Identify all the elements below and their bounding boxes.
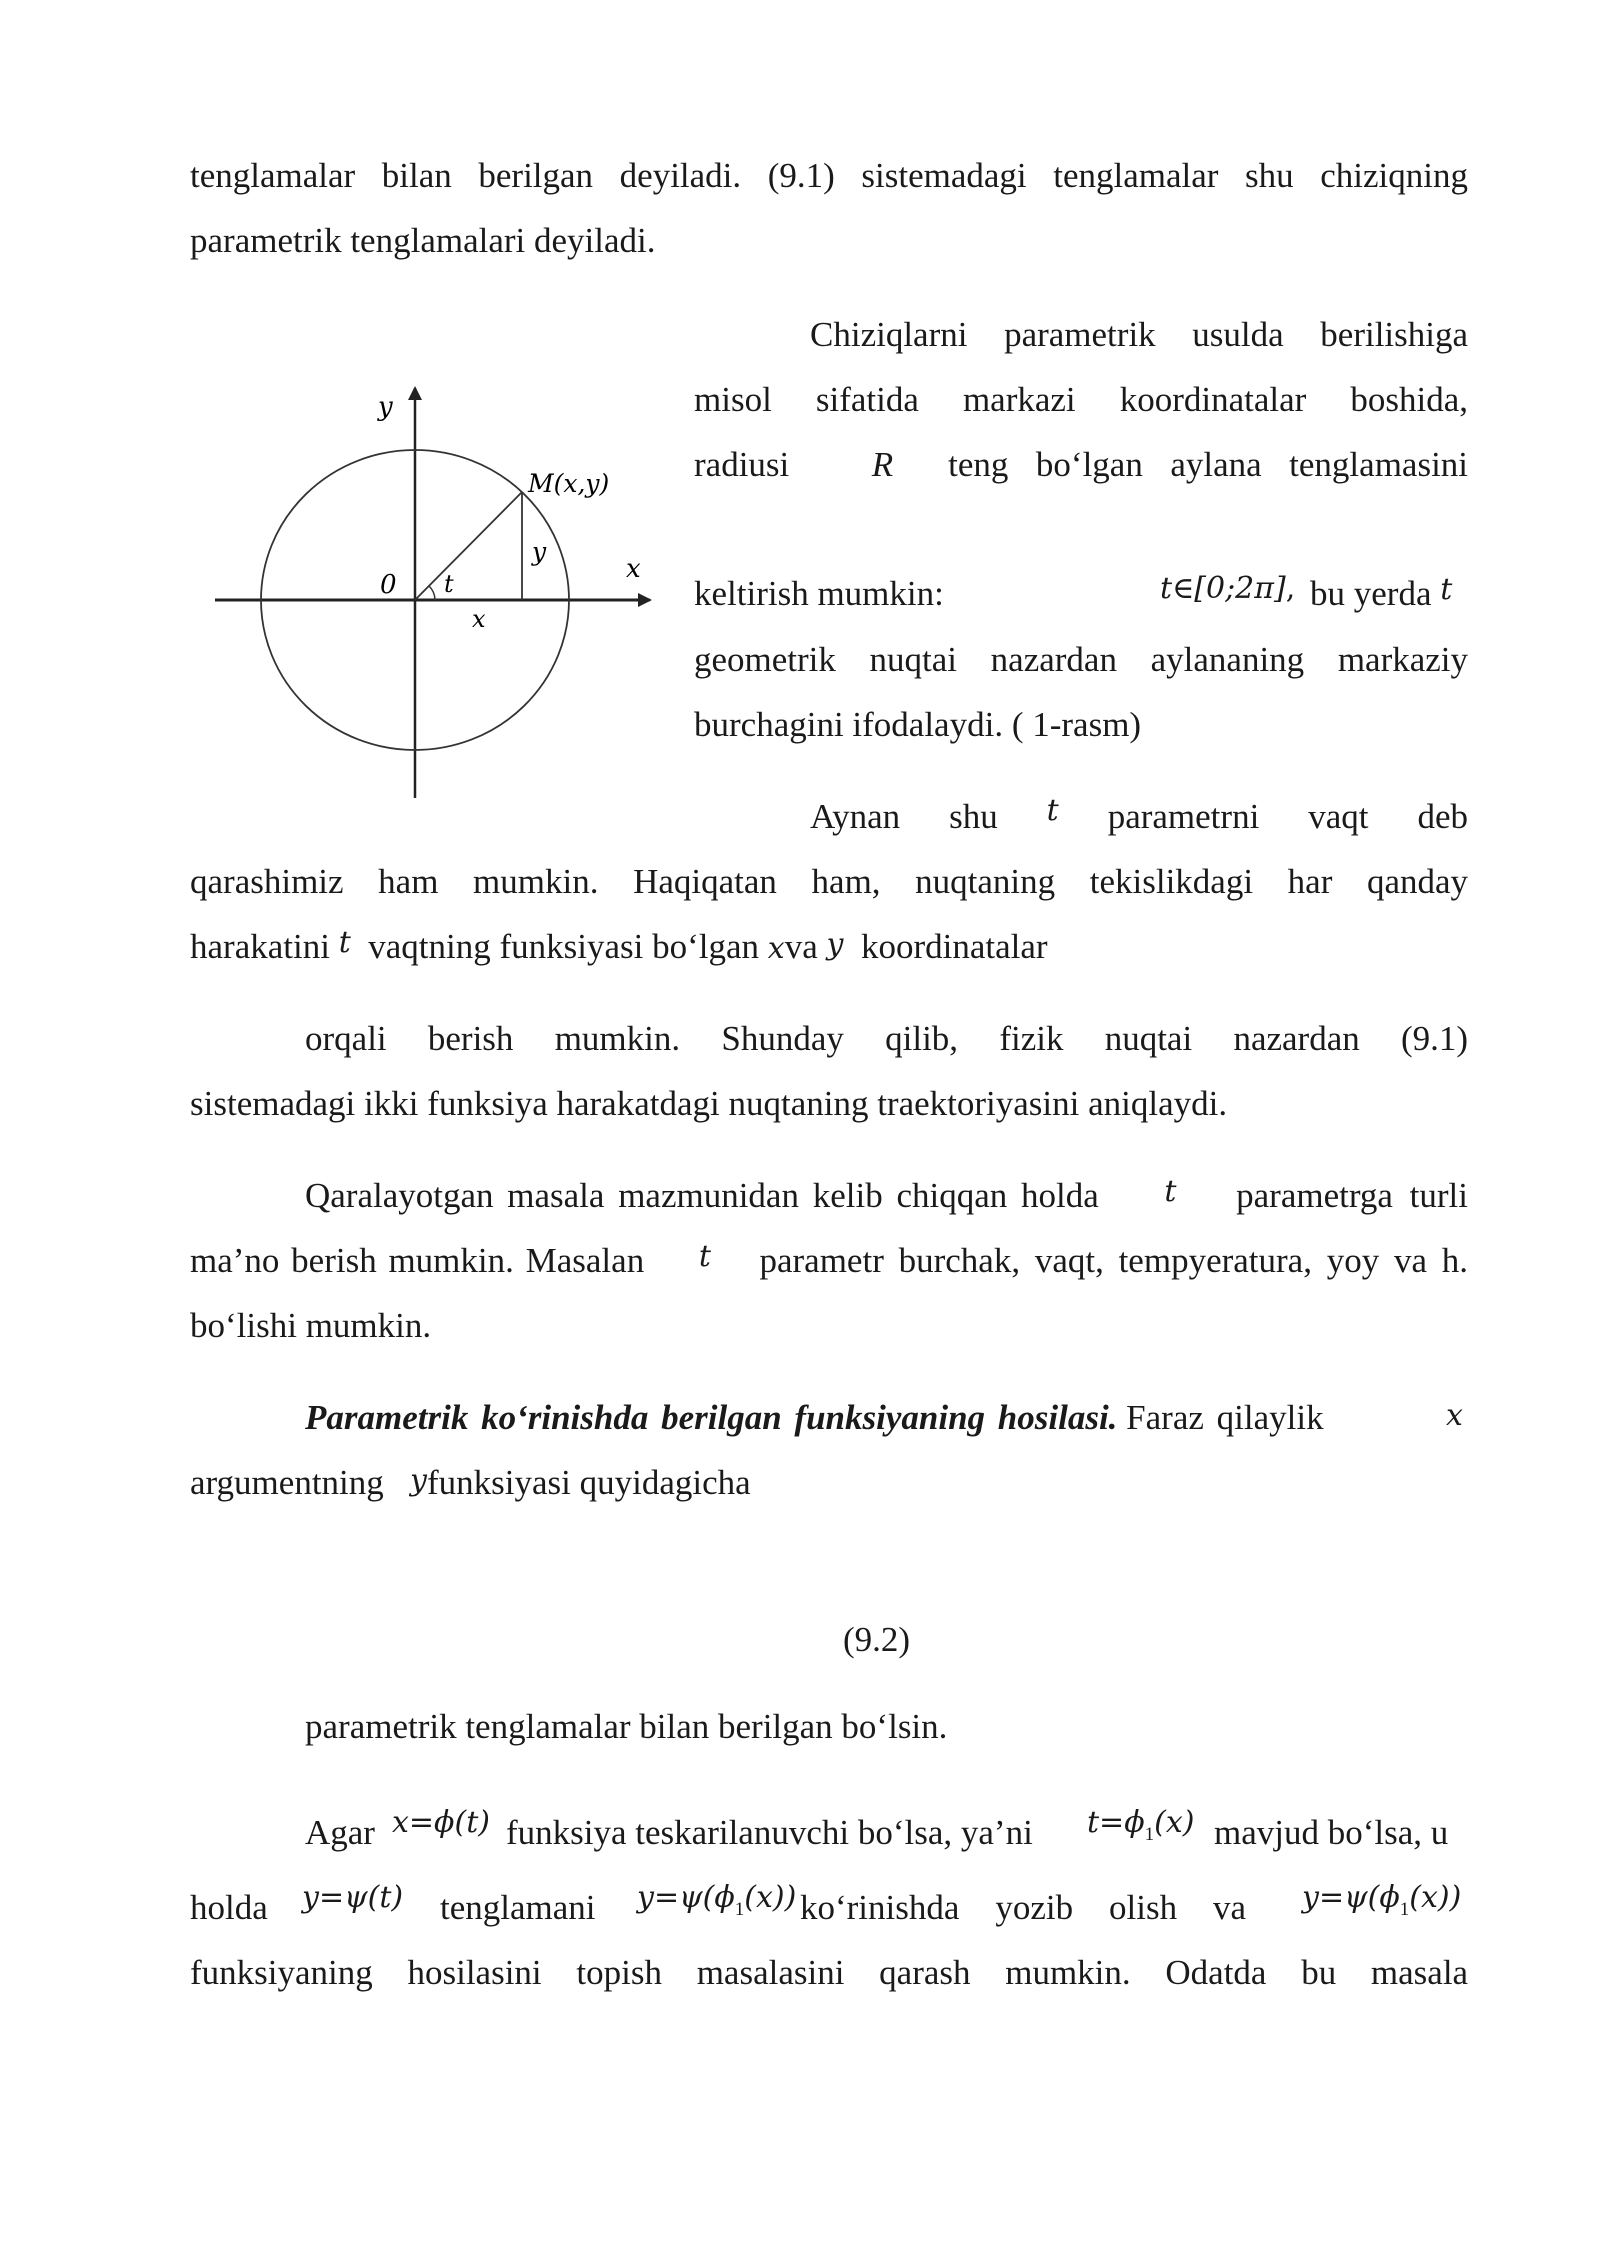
- p6-x-symbol: x: [1446, 1398, 1463, 1433]
- p6-line2: argumentning yfunksiyasi quyidagicha: [190, 1463, 751, 1502]
- p8-formula-y-psi-phi1: $y=\psi(\phi_1(x))$: [637, 1880, 797, 1920]
- p2-line4a: keltirish mumkin:: [694, 574, 944, 613]
- x-segment-label: x: [472, 605, 486, 633]
- p8-line1b: funksiya teskarilanuvchi bo‘lsa, ya’ni: [506, 1813, 1033, 1852]
- p2-line5: geometrik nuqtai nazardan aylananing markaziy: [694, 640, 1469, 679]
- p7-line1: parametrik tenglamalar bilan berilgan bo‘lsin.: [305, 1707, 948, 1746]
- p8-formula-y-psi-t: y=ψ(t): [302, 1880, 404, 1915]
- y-axis-label: y: [378, 392, 393, 422]
- p8-line1c: mavjud bo‘lsa, u: [1214, 1813, 1449, 1852]
- p5-line3: bo‘lishi mumkin.: [190, 1306, 432, 1345]
- p2-line1: Chiziqlarni parametrik usulda berilishiga: [810, 315, 1469, 354]
- p2-line2: misol sifatida markazi koordinatalar boshida,: [694, 380, 1469, 419]
- p8-line2b: tenglamani: [440, 1888, 596, 1927]
- p8-line1a: Agar: [305, 1813, 375, 1852]
- origin-label: 0: [380, 570, 397, 600]
- p3-line3: harakatini t vaqtning funksiyasi bo‘lgan xva y koordinatalar: [190, 925, 1048, 966]
- p8-line3: funksiyaning hosilasini topish masalasini qarash mumkin. Odatda bu masala: [190, 1953, 1469, 1992]
- radius-segment: [415, 492, 522, 600]
- p8-formula-t-phi1-x: $t=\phi_1(x)$: [1087, 1805, 1195, 1845]
- p8-formula-y-psi-phi1-b: $y=\psi(\phi_1(x))$: [1302, 1880, 1462, 1920]
- p4-line1: orqali berish mumkin. Shunday qilib, fizik nuqtai nazardan (9.1): [305, 1019, 1469, 1058]
- p6-line1: Parametrik ko‘rinishda berilgan funksiyaning hosilasi. Faraz qilaylik: [305, 1398, 1324, 1437]
- angle-arc: [429, 586, 435, 600]
- p2-line6: burchagini ifodalaydi. ( 1-rasm): [694, 705, 1142, 744]
- p1-line1: tenglamalar bilan berilgan deyiladi. (9.1) sistemadagi tenglamalar shu chiziqning: [190, 156, 1469, 195]
- p5-line1: Qaralayotgan masala mazmunidan kelib chiqqan holda t parametrga turli: [305, 1174, 1468, 1215]
- y-segment-label: y: [532, 537, 547, 566]
- p1-line2: parametrik tenglamalari deyiladi.: [190, 221, 656, 260]
- p2-line4b: bu yerda t: [1310, 572, 1453, 613]
- p8-line2a: holda: [190, 1888, 268, 1927]
- p3-line2: qarashimiz ham mumkin. Haqiqatan ham, nuqtaning tekislikdagi har qanday: [190, 862, 1469, 901]
- p3-line1: Aynan shu t parametrni vaqt deb: [810, 793, 1469, 836]
- point-label: M(x,y): [528, 469, 610, 498]
- p8-formula-x-phi-t: x=ϕ(t): [392, 1805, 490, 1840]
- circle-figure: [210, 380, 670, 800]
- equation-number: (9.2): [843, 1620, 911, 1659]
- p5-line2: ma’no berish mumkin. Masalan t parametr burchak, vaqt, tempyeratura, yoy va h.: [190, 1239, 1468, 1280]
- p4-line2: sistemadagi ikki funksiya harakatdagi nuqtaning traektoriyasini aniqlaydi.: [190, 1084, 1228, 1123]
- p2-line4-formula: t∈[0;2π],: [1160, 571, 1296, 606]
- p2-line3: radiusi R teng bo‘lgan aylana tenglamasini: [694, 445, 1469, 484]
- angle-label: t: [444, 570, 454, 598]
- x-axis-label: x: [626, 554, 641, 584]
- p8-line2c: ko‘rinishda yozib olish va: [800, 1888, 1247, 1927]
- section-heading: Parametrik ko‘rinishda berilgan funksiyaning hosilasi.: [305, 1398, 1118, 1437]
